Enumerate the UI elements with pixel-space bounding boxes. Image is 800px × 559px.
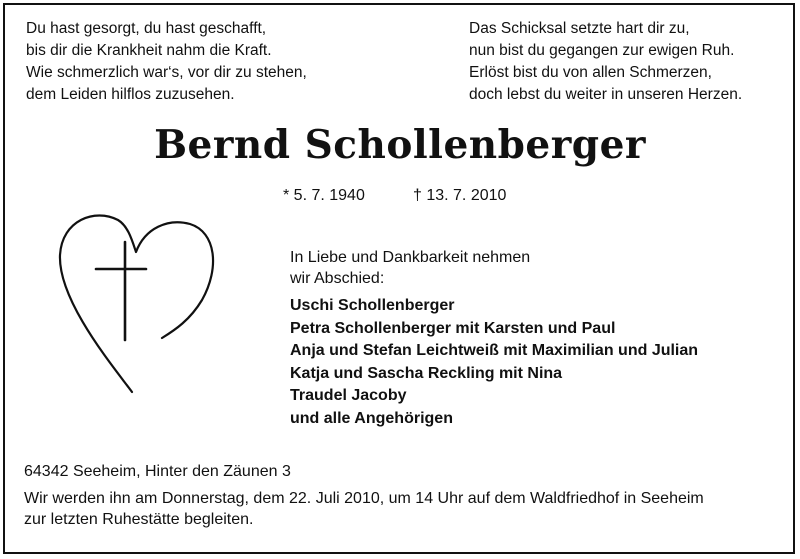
family-member: Traudel Jacoby [290,387,407,404]
poem-left-line: Wie schmerzlich war‘s, vor dir zu stehen, [26,64,307,81]
heart-outline [60,215,213,392]
funeral-notice [24,488,704,530]
farewell-intro-line: In Liebe und Dankbarkeit nehmen [290,249,531,266]
family-member: Anja und Stefan Leichtweiß mit Maximilian und Julian [290,342,699,359]
deceased-name: Bernd Schollenberger [154,122,646,168]
birth-date: * 5. 7. 1940 [283,187,365,204]
farewell-intro [290,247,530,289]
poem-left [26,18,307,106]
family-member: und alle Angehörigen [290,409,453,427]
poem-left-line: bis dir die Krankheit nahm die Kraft. [26,42,272,59]
farewell-intro-line: wir Abschied: [290,270,385,287]
family-member: Uschi Schollenberger [290,297,455,314]
family-member: Petra Schollenberger mit Karsten und Paul [290,319,616,337]
poem-left-line: Du hast gesorgt, du hast geschafft, [26,20,267,37]
poem-right-line: nun bist du gegangen zur ewigen Ruh. [469,42,735,59]
poem-right-line: doch lebst du weiter in unseren Herzen. [469,86,743,103]
poem-right-line: Erlöst bist du von allen Schmerzen, [469,64,712,81]
poem-right [469,18,742,106]
family-list [290,295,698,430]
death-date: † 13. 7. 2010 [413,187,507,204]
poem-left-line: dem Leiden hilflos zuzusehen. [26,86,235,103]
family-member: Katja und Sascha Reckling mit Nina [290,364,563,382]
heart-with-cross-icon [50,200,220,400]
funeral-notice-line: Wir werden ihn am Donnerstag, dem 22. Juli 2010, um 14 Uhr auf dem Waldfriedhof in Seeheim [24,490,704,507]
funeral-notice-line: zur letzten Ruhestätte begleiten. [24,511,254,528]
address: 64342 Seeheim, Hinter den Zäunen 3 [24,463,291,480]
poem-right-line: Das Schicksal setzte hart dir zu, [469,20,690,37]
